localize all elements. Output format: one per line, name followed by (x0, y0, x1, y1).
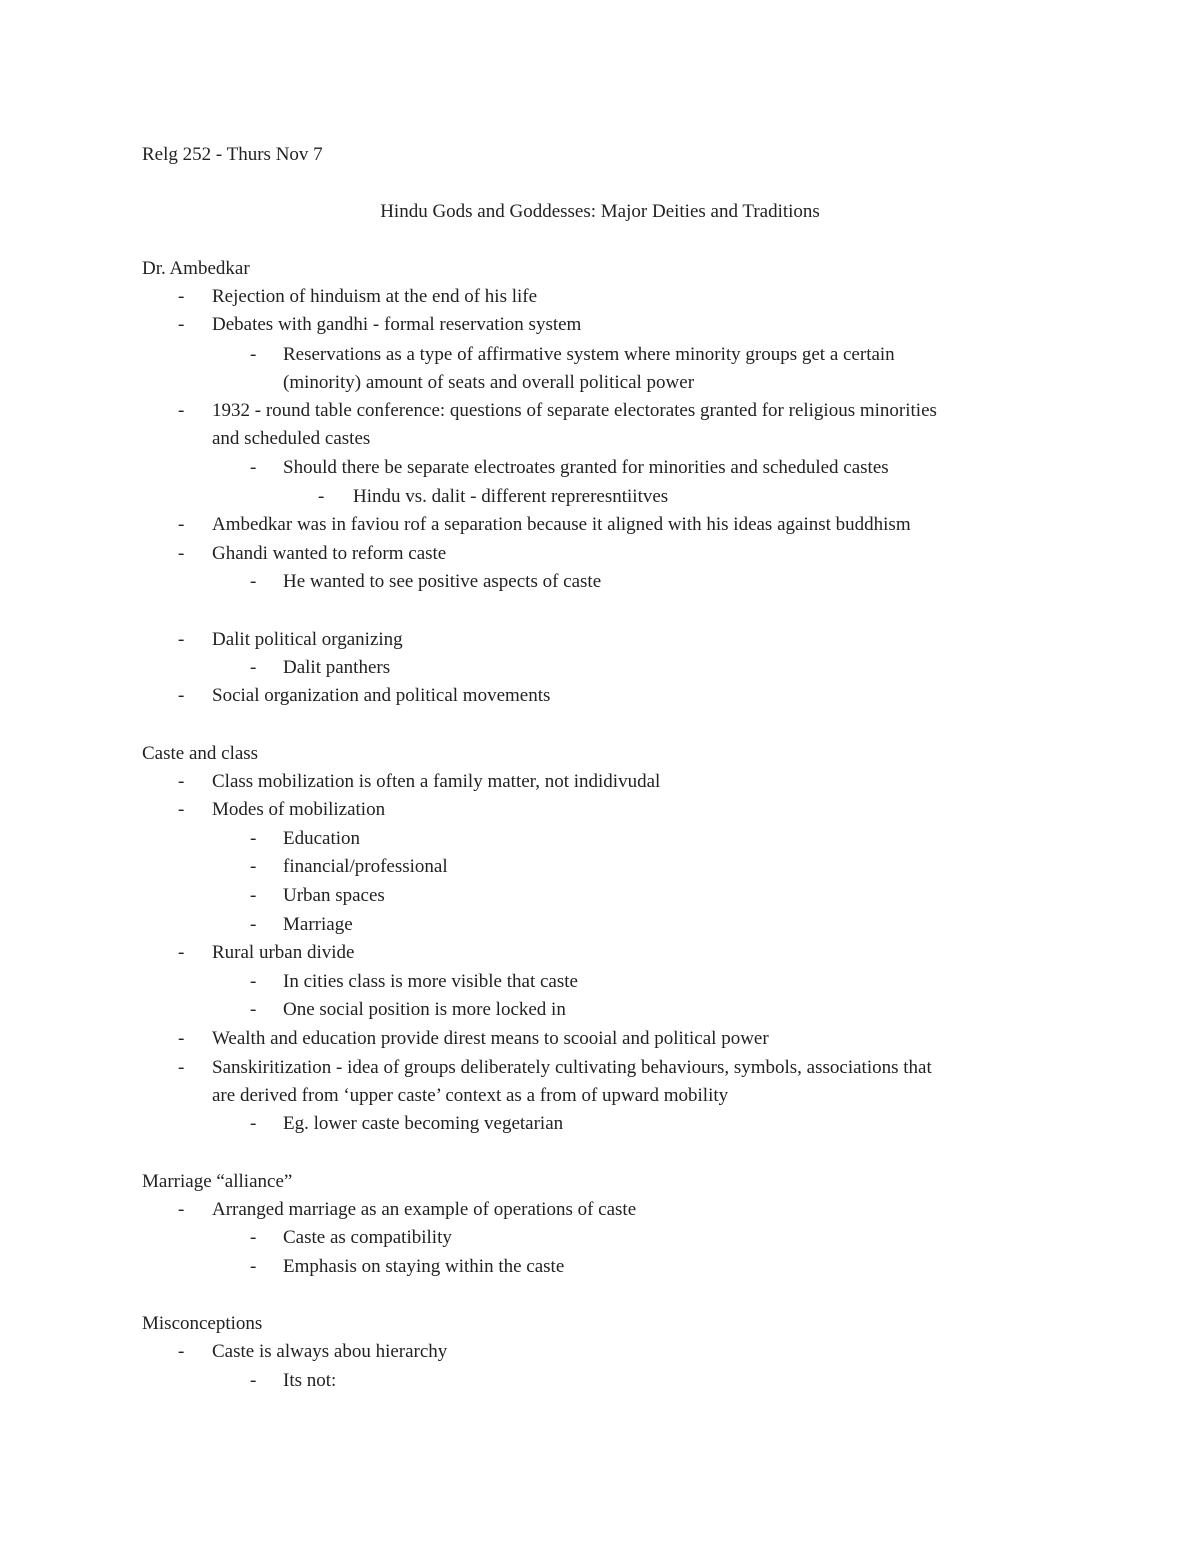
bullet-dash: - (178, 771, 185, 792)
list-item-continuation: and scheduled castes (212, 428, 371, 449)
list-item: Education (283, 828, 361, 849)
bullet-dash: - (250, 457, 257, 478)
list-item: Wealth and education provide direst means to scooial and political power (212, 1028, 769, 1049)
bullet-dash: - (178, 514, 185, 535)
course-header: Relg 252 - Thurs Nov 7 (142, 144, 323, 165)
list-item: Caste is always abou hierarchy (212, 1341, 448, 1362)
list-item: Marriage (283, 914, 353, 935)
bullet-dash: - (250, 828, 257, 849)
list-item: Should there be separate electroates granted for minorities and scheduled castes (283, 457, 889, 478)
list-item: Reservations as a type of affirmative system where minority groups get a certain (283, 344, 895, 365)
list-item: Social organization and political movements (212, 685, 551, 706)
list-item: Its not: (283, 1370, 337, 1391)
list-item: Urban spaces (283, 885, 385, 906)
bullet-dash: - (178, 629, 185, 650)
section-heading: Misconceptions (142, 1313, 263, 1334)
list-item: He wanted to see positive aspects of caste (283, 571, 602, 592)
bullet-dash: - (250, 971, 257, 992)
bullet-dash: - (250, 856, 257, 877)
list-item: Modes of mobilization (212, 799, 386, 820)
list-item: Dalit panthers (283, 657, 391, 678)
list-item: Rejection of hinduism at the end of his life (212, 286, 538, 307)
bullet-dash: - (318, 486, 325, 507)
list-item: Sanskiritization - idea of groups deliberately cultivating behaviours, symbols, associations that (212, 1057, 932, 1078)
list-item: Ambedkar was in faviou rof a separation because it aligned with his ideas against buddhism (212, 514, 911, 535)
list-item: One social position is more locked in (283, 999, 566, 1020)
bullet-dash: - (250, 1227, 257, 1248)
list-item-continuation: (minority) amount of seats and overall political power (283, 372, 695, 393)
bullet-dash: - (178, 400, 185, 421)
bullet-dash: - (178, 1057, 185, 1078)
list-item: Hindu vs. dalit - different repreresntiitves (353, 486, 669, 507)
list-item-continuation: are derived from ‘upper caste’ context as a from of upward mobility (212, 1085, 729, 1106)
section-heading: Dr. Ambedkar (142, 258, 250, 279)
list-item: Emphasis on staying within the caste (283, 1256, 565, 1277)
bullet-dash: - (250, 1113, 257, 1134)
list-item: Class mobilization is often a family matter, not indidivudal (212, 771, 661, 792)
bullet-dash: - (178, 314, 185, 335)
bullet-dash: - (178, 685, 185, 706)
bullet-dash: - (250, 1370, 257, 1391)
bullet-dash: - (250, 885, 257, 906)
page-title: Hindu Gods and Goddesses: Major Deities and Traditions (380, 201, 820, 222)
bullet-dash: - (178, 1199, 185, 1220)
list-item: Rural urban divide (212, 942, 355, 963)
bullet-dash: - (250, 914, 257, 935)
bullet-dash: - (178, 1028, 185, 1049)
bullet-dash: - (250, 1256, 257, 1277)
list-item: Eg. lower caste becoming vegetarian (283, 1113, 564, 1134)
bullet-dash: - (178, 543, 185, 564)
list-item: Arranged marriage as an example of operations of caste (212, 1199, 637, 1220)
list-item: Debates with gandhi - formal reservation system (212, 314, 582, 335)
bullet-dash: - (250, 657, 257, 678)
bullet-dash: - (178, 799, 185, 820)
bullet-dash: - (250, 999, 257, 1020)
list-item: Ghandi wanted to reform caste (212, 543, 447, 564)
bullet-dash: - (250, 344, 257, 365)
bullet-dash: - (178, 286, 185, 307)
bullet-dash: - (178, 942, 185, 963)
section-heading: Marriage “alliance” (142, 1171, 293, 1192)
list-item: In cities class is more visible that caste (283, 971, 578, 992)
list-item: Caste as compatibility (283, 1227, 452, 1248)
bullet-dash: - (178, 1341, 185, 1362)
list-item: financial/professional (283, 856, 448, 877)
bullet-dash: - (250, 571, 257, 592)
section-heading: Caste and class (142, 743, 259, 764)
list-item: 1932 - round table conference: questions of separate electorates granted for religious minorities (212, 400, 937, 421)
list-item: Dalit political organizing (212, 629, 403, 650)
